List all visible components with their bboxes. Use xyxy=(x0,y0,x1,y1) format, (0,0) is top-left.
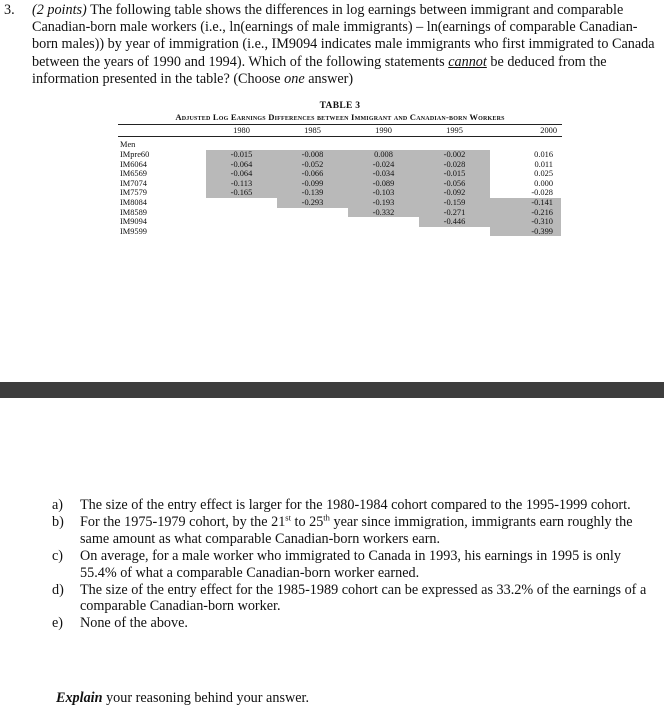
table-cell: -0.141 xyxy=(490,198,561,208)
question-block xyxy=(4,2,656,88)
table-cell: 0.016 xyxy=(534,150,553,159)
explain-bold: Explain xyxy=(56,690,103,706)
one-emphasis: one xyxy=(284,70,305,87)
table-subtitle: Adjusted Log Earnings Differences between Immigrant and Canadian-born Workers xyxy=(175,112,505,122)
table-cell xyxy=(277,227,348,237)
table-cell: -0.159 xyxy=(419,198,490,208)
table-cell xyxy=(348,217,419,227)
question-text xyxy=(32,2,656,88)
table-cell: -0.332 xyxy=(348,208,419,218)
table-row xyxy=(118,198,562,208)
choice-b-pre: For the 1975-1979 cohort, by the 21 xyxy=(80,513,286,530)
cannot-emphasis: cannot xyxy=(448,53,487,70)
table-cell xyxy=(277,217,348,227)
year-1995: 1995 xyxy=(446,126,463,135)
row-label: IM6064 xyxy=(120,159,147,169)
table-cell xyxy=(206,198,277,208)
question-body-2: be deduced from the information presented in the table? (Choose xyxy=(32,53,607,87)
choice-text: The size of the entry effect for the 1985-1989 cohort can be expressed as 33.2% of the earnings of a comparable Canadian-born worker. xyxy=(80,581,647,615)
row-label: IMpre60 xyxy=(120,150,150,159)
row-label: IM7579 xyxy=(120,188,147,198)
table-cell: -0.293 xyxy=(277,198,348,208)
choice-b[interactable] xyxy=(52,514,656,548)
table-cell: -0.103 xyxy=(348,188,419,198)
row-label: IM9094 xyxy=(120,217,147,227)
table-cell: -0.099 xyxy=(277,179,348,189)
table-cell xyxy=(206,227,277,237)
table-header-row xyxy=(118,125,562,136)
table-cell: -0.002 xyxy=(419,150,490,160)
table-cell: -0.271 xyxy=(419,208,490,218)
table-rule-header xyxy=(118,136,562,137)
table-body xyxy=(118,150,562,236)
year-2000: 2000 xyxy=(540,126,557,135)
table-cell: -0.064 xyxy=(206,169,277,179)
table-cell xyxy=(348,227,419,237)
table-cell: -0.034 xyxy=(348,169,419,179)
table-cell: -0.008 xyxy=(277,150,348,160)
choice-b-mid: to 25 xyxy=(290,513,324,530)
choice-text: The size of the entry effect is larger for the 1980-1984 cohort compared to the 1995-1999 cohort. xyxy=(80,497,631,513)
choice-letter: c) xyxy=(52,547,64,564)
question-body: The following table shows the differences in log earnings between immigrant and comparable Canadian-born male workers (i.e., ln(earnings of male immigrants) – ln(earnings of comparable Canadian-born males)) by year of immigration (i.e., IM9094 indicates male immigrants who first immigrated to Canada between the years of 1990 and 1994). Which of the following statements xyxy=(32,2,655,70)
table-cell: -0.056 xyxy=(419,179,490,189)
explain-prompt xyxy=(56,690,309,707)
choice-b-sup1: st xyxy=(285,512,291,523)
choice-b-sup2: th xyxy=(323,512,330,523)
table-row xyxy=(118,169,562,179)
table-cell: -0.015 xyxy=(206,150,277,160)
row-label: IM8084 xyxy=(120,197,147,207)
choice-e[interactable] xyxy=(52,615,656,632)
choice-a[interactable] xyxy=(52,497,656,514)
choice-letter: e) xyxy=(52,615,64,632)
table-row xyxy=(118,160,562,170)
row-label: IM6569 xyxy=(120,169,147,179)
row-label: IM8589 xyxy=(120,207,147,217)
choice-letter: d) xyxy=(52,581,64,598)
row-label: IM7074 xyxy=(120,178,147,188)
table-cell: -0.193 xyxy=(348,198,419,208)
answer-choices xyxy=(52,497,656,632)
question-number: 3. xyxy=(4,2,15,18)
table-cell: 0.025 xyxy=(534,169,553,179)
choice-b-post: year since immigration, immigrants earn roughly the same amount as what comparable Canadian-born workers earn. xyxy=(80,513,633,547)
redaction-band xyxy=(0,382,664,398)
table-row xyxy=(118,208,562,218)
table-cell: -0.052 xyxy=(277,160,348,170)
table-cell: -0.399 xyxy=(490,227,561,237)
year-1990: 1990 xyxy=(375,126,392,135)
table-cell: -0.165 xyxy=(206,188,277,198)
table-cell: -0.139 xyxy=(277,188,348,198)
table-cell: -0.066 xyxy=(277,169,348,179)
table-row xyxy=(118,217,562,227)
table-cell: -0.064 xyxy=(206,160,277,170)
table-cell xyxy=(419,227,490,237)
table-cell: -0.446 xyxy=(419,217,490,227)
table-cell: -0.015 xyxy=(419,169,490,179)
table-cell: -0.092 xyxy=(419,188,490,198)
year-1985: 1985 xyxy=(304,126,321,135)
question-points: (2 points) xyxy=(32,2,87,18)
answer-word: answer) xyxy=(308,70,354,87)
table-cell xyxy=(206,208,277,218)
table-cell: 0.011 xyxy=(534,159,553,169)
table-title: TABLE 3 xyxy=(319,101,361,111)
explain-rest: your reasoning behind your answer. xyxy=(102,690,309,706)
choice-letter: b) xyxy=(52,513,64,530)
table-cell: -0.089 xyxy=(348,179,419,189)
table-row xyxy=(118,227,562,237)
header-blank xyxy=(118,125,206,136)
table-row xyxy=(118,188,562,198)
year-1980: 1980 xyxy=(233,126,250,135)
table-row xyxy=(118,150,562,160)
table-cell: 0.000 xyxy=(534,178,553,188)
table-cell xyxy=(206,217,277,227)
table-cell: -0.216 xyxy=(490,208,561,218)
choice-text: On average, for a male worker who immigrated to Canada in 1993, his earnings in 1995 is only 55.4% of what a comparable Canadian-born worker earned. xyxy=(80,547,621,581)
table-cell: -0.310 xyxy=(490,217,561,227)
table-cell xyxy=(277,208,348,218)
choice-text xyxy=(80,514,656,548)
table-row xyxy=(118,179,562,189)
table-cell: -0.028 xyxy=(419,160,490,170)
choice-letter: a) xyxy=(52,497,64,513)
group-label-men: Men xyxy=(120,140,136,149)
choice-text: None of the above. xyxy=(80,615,188,632)
table-cell: -0.113 xyxy=(206,179,277,189)
choice-d[interactable] xyxy=(52,582,656,616)
choice-c[interactable] xyxy=(52,548,656,582)
earnings-table xyxy=(118,101,562,236)
row-label: IM9599 xyxy=(120,226,147,236)
table-cell: -0.024 xyxy=(348,160,419,170)
table-cell: 0.008 xyxy=(348,150,419,160)
table-cell: -0.028 xyxy=(531,188,553,198)
